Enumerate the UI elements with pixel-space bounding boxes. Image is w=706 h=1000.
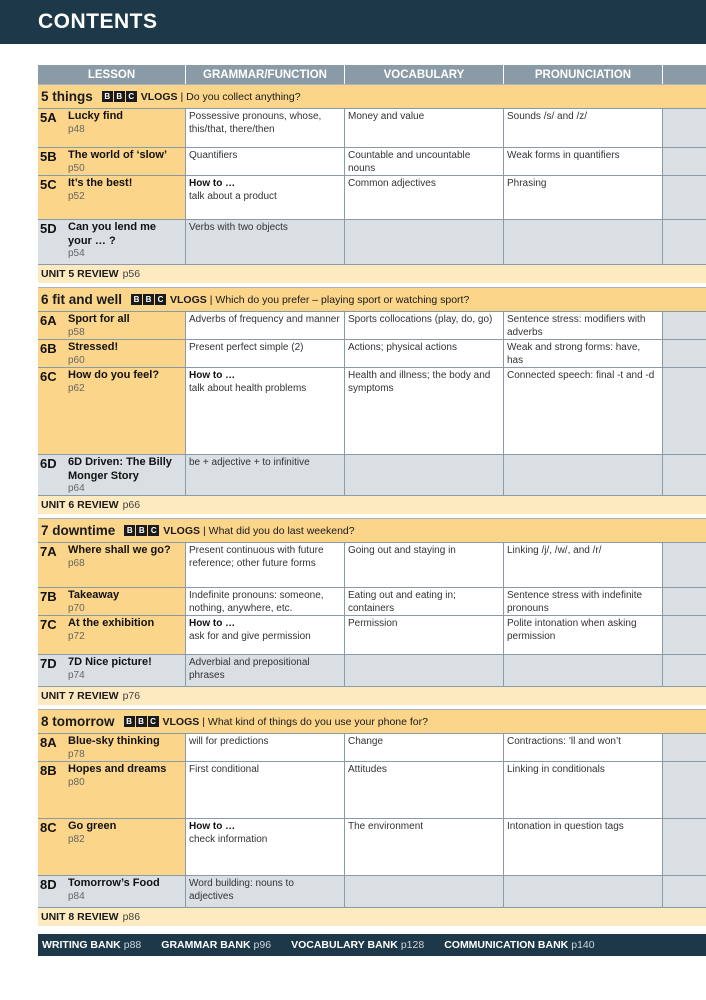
vlogs-label: VLOGS (163, 524, 201, 537)
pronunciation-cell (504, 655, 663, 686)
lesson-cell (38, 819, 186, 875)
review-label: UNIT 5 REVIEW (41, 268, 119, 280)
vocabulary-cell (345, 655, 504, 686)
blank-cell (663, 220, 706, 264)
pronunciation-cell (504, 876, 663, 907)
lesson-title: Lucky find (68, 110, 124, 122)
grammar-cell: Present perfect simple (2) (186, 340, 345, 367)
blank-cell (663, 109, 706, 147)
grammar-cell: be + adjective + to infinitive (186, 455, 345, 495)
vlogs-label: VLOGS (170, 293, 207, 306)
blank-cell (663, 819, 706, 875)
column-header-blank (663, 65, 706, 84)
lesson-page: p52 (68, 190, 85, 202)
lesson-cell (38, 176, 186, 219)
lesson-title: Where shall we go? (68, 544, 171, 556)
lesson-row (38, 818, 706, 875)
blank-cell (663, 876, 706, 907)
pronunciation-cell: Sounds /s/ and /z/ (504, 109, 663, 147)
how-to-label: How to … (189, 370, 236, 381)
lesson-page: p74 (68, 669, 85, 681)
grammar-cell: Present continuous with future reference; other future forms (186, 543, 345, 587)
header-bar (0, 0, 706, 44)
pronunciation-cell: Sentence stress: modifiers with adverbs (504, 312, 663, 339)
blank-cell (663, 455, 706, 495)
lesson-title: Hopes and dreams (68, 763, 167, 775)
pronunciation-cell: Sentence stress with indefinite pronouns (504, 588, 663, 615)
blank-cell (663, 148, 706, 175)
contents-table (38, 65, 706, 926)
lesson-page: p58 (68, 326, 85, 338)
lesson-code: 6A (40, 313, 57, 328)
lesson-cell (38, 312, 186, 339)
lesson-page: p60 (68, 354, 85, 366)
review-page: p56 (122, 268, 141, 280)
lesson-row (38, 147, 706, 175)
lesson-page: p82 (68, 833, 85, 845)
column-header-lesson: LESSON (38, 65, 186, 84)
lesson-page: p84 (68, 890, 85, 902)
vocabulary-cell: Countable and uncountable nouns (345, 148, 504, 175)
pronunciation-cell: Polite intonation when asking permission (504, 616, 663, 654)
lesson-cell (38, 340, 186, 367)
pronunciation-cell: Weak forms in quantifiers (504, 148, 663, 175)
lesson-row (38, 108, 706, 147)
page-title: CONTENTS (38, 10, 158, 33)
vocabulary-cell: Actions; physical actions (345, 340, 504, 367)
blank-cell (663, 588, 706, 615)
blank-cell (663, 543, 706, 587)
column-header-row (38, 65, 706, 84)
lesson-page: p48 (68, 123, 85, 135)
vlogs-question: | Do you collect anything? (180, 90, 301, 103)
pronunciation-cell: Weak and strong forms: have, has (504, 340, 663, 367)
grammar-cell: How to … ask for and give permission (186, 616, 345, 654)
blank-cell (663, 312, 706, 339)
lesson-row (38, 761, 706, 818)
pronunciation-cell: Linking in conditionals (504, 762, 663, 818)
grammar-cell: Indefinite pronouns: someone, nothing, anywhere, etc. (186, 588, 345, 615)
pronunciation-cell (504, 220, 663, 264)
pronunciation-cell: Phrasing (504, 176, 663, 219)
grammar-cell: First conditional (186, 762, 345, 818)
bbc-logo: B B C (131, 294, 166, 305)
how-to-label: How to … (189, 618, 236, 629)
grammar-cell: How to … talk about health problems (186, 368, 345, 454)
lesson-title: Go green (68, 820, 117, 832)
vocabulary-cell: Change (345, 734, 504, 761)
lesson-page: p64 (68, 483, 85, 494)
lesson-code: 7C (40, 617, 57, 632)
vocabulary-cell: Permission (345, 616, 504, 654)
vocabulary-cell (345, 876, 504, 907)
footer-bar (38, 934, 706, 956)
unit-review-row (38, 686, 706, 705)
lesson-title: Sport for all (68, 313, 130, 325)
lesson-code: 7D (40, 656, 57, 671)
bbc-logo: B B C (102, 91, 137, 102)
pronunciation-cell: Contractions: ’ll and won’t (504, 734, 663, 761)
unit-title: 6 fit and well (41, 292, 123, 307)
lesson-row (38, 367, 706, 454)
vlogs-question: | What did you do last weekend? (203, 524, 355, 537)
lesson-page: p78 (68, 748, 85, 760)
vocabulary-cell: The environment (345, 819, 504, 875)
column-header-vocabulary: VOCABULARY (345, 65, 504, 84)
vocabulary-cell: Health and illness; the body and symptoms (345, 368, 504, 454)
footer-bank-item: COMMUNICATION BANK p140 (444, 939, 595, 951)
lesson-code: 8D (40, 877, 57, 892)
lesson-title: Blue-sky thinking (68, 735, 160, 747)
unit-header (38, 709, 706, 733)
grammar-cell: Possessive pronouns, whose, this/that, there/then (186, 109, 345, 147)
lesson-code: 7B (40, 589, 57, 604)
unit-header (38, 287, 706, 311)
blank-cell (663, 762, 706, 818)
footer-bank-item: GRAMMAR BANK p96 (161, 939, 272, 951)
lesson-cell (38, 762, 186, 818)
lesson-cell (38, 148, 186, 175)
unit-header (38, 84, 706, 108)
vocabulary-cell: Sports collocations (play, do, go) (345, 312, 504, 339)
lesson-code: 8B (40, 763, 57, 778)
lesson-page: p50 (68, 162, 85, 174)
vocabulary-cell: Common adjectives (345, 176, 504, 219)
grammar-cell: Verbs with two objects (186, 220, 345, 264)
lesson-cell (38, 220, 186, 264)
vlogs-question: | What kind of things do you use your phone for? (202, 715, 428, 728)
lesson-title: Can you lend me your … ? (68, 221, 157, 247)
review-page: p76 (122, 690, 141, 702)
grammar-cell: Adverbial and prepositional phrases (186, 655, 345, 686)
bbc-logo: B B C (124, 716, 159, 727)
lesson-row (38, 654, 706, 686)
lesson-code: 7A (40, 544, 57, 559)
lesson-row (38, 587, 706, 615)
review-page: p66 (122, 499, 141, 511)
grammar-cell: will for predictions (186, 734, 345, 761)
units-container (38, 84, 706, 926)
how-to-label: How to … (189, 821, 236, 832)
vlogs-label: VLOGS (140, 90, 178, 103)
lesson-page: p54 (68, 248, 85, 259)
lesson-title: Tomorrow’s Food (68, 877, 160, 889)
lesson-title: At the exhibition (68, 617, 155, 629)
vocabulary-cell: Going out and staying in (345, 543, 504, 587)
grammar-cell: Adverbs of frequency and manner (186, 312, 345, 339)
lesson-cell (38, 734, 186, 761)
grammar-cell: Word building: nouns to adjectives (186, 876, 345, 907)
lesson-title: Stressed! (68, 341, 119, 353)
grammar-cell: How to … talk about a product (186, 176, 345, 219)
lesson-page: p62 (68, 382, 85, 394)
grammar-cell: Quantifiers (186, 148, 345, 175)
vocabulary-cell (345, 220, 504, 264)
unit-title: 8 tomorrow (41, 714, 115, 729)
blank-cell (663, 176, 706, 219)
lesson-cell (38, 455, 186, 495)
lesson-code: 6C (40, 369, 57, 384)
vocabulary-cell: Eating out and eating in; containers (345, 588, 504, 615)
pronunciation-cell: Intonation in question tags (504, 819, 663, 875)
lesson-cell (38, 616, 186, 654)
review-label: UNIT 6 REVIEW (41, 499, 119, 511)
lesson-code: 8A (40, 735, 57, 750)
lesson-title: It’s the best! (68, 177, 133, 189)
pronunciation-cell (504, 455, 663, 495)
blank-cell (663, 734, 706, 761)
lesson-title: 6D Driven: The Billy Monger Story (68, 456, 172, 482)
unit-review-row (38, 264, 706, 283)
pronunciation-cell: Connected speech: final -t and -d (504, 368, 663, 454)
review-label: UNIT 7 REVIEW (41, 690, 119, 702)
blank-cell (663, 655, 706, 686)
vocabulary-cell: Money and value (345, 109, 504, 147)
lesson-code: 5C (40, 177, 57, 192)
how-to-label: How to … (189, 178, 236, 189)
lesson-title: The world of ‘slow’ (68, 149, 167, 161)
vocabulary-cell (345, 455, 504, 495)
lesson-page: p70 (68, 602, 85, 614)
lesson-page: p68 (68, 557, 85, 569)
lesson-row (38, 615, 706, 654)
lesson-title: How do you feel? (68, 369, 160, 381)
blank-cell (663, 368, 706, 454)
lesson-code: 6B (40, 341, 57, 356)
review-label: UNIT 8 REVIEW (41, 911, 119, 923)
unit-review-row (38, 495, 706, 514)
lesson-code: 5D (40, 221, 57, 236)
lesson-cell (38, 876, 186, 907)
lesson-cell (38, 109, 186, 147)
lesson-cell (38, 655, 186, 686)
lesson-row (38, 875, 706, 907)
lesson-code: 5A (40, 110, 57, 125)
lesson-title: Takeaway (68, 589, 120, 601)
lesson-cell (38, 368, 186, 454)
lesson-row (38, 542, 706, 587)
column-header-grammar: GRAMMAR/FUNCTION (186, 65, 345, 84)
footer-bank-item: VOCABULARY BANK p128 (291, 939, 425, 951)
column-header-pronunciation: PRONUNCIATION (504, 65, 663, 84)
unit-title: 7 downtime (41, 523, 116, 538)
bbc-logo: B B C (124, 525, 159, 536)
lesson-row (38, 733, 706, 761)
blank-cell (663, 340, 706, 367)
vlogs-label: VLOGS (162, 715, 200, 728)
lesson-code: 6D (40, 456, 57, 471)
lesson-row (38, 219, 706, 264)
lesson-title: 7D Nice picture! (68, 656, 152, 668)
unit-header (38, 518, 706, 542)
unit-review-row (38, 907, 706, 926)
footer-bank-item: WRITING BANK p88 (42, 939, 142, 951)
grammar-cell: How to … check information (186, 819, 345, 875)
lesson-row (38, 454, 706, 495)
blank-cell (663, 616, 706, 654)
lesson-row (38, 175, 706, 219)
unit-title: 5 things (41, 89, 93, 104)
vlogs-question: | Which do you prefer – playing sport or watching sport? (209, 293, 470, 306)
lesson-page: p80 (68, 776, 85, 788)
lesson-row (38, 311, 706, 339)
review-page: p86 (122, 911, 141, 923)
vocabulary-cell: Attitudes (345, 762, 504, 818)
lesson-page: p72 (68, 630, 85, 642)
lesson-code: 5B (40, 149, 57, 164)
pronunciation-cell: Linking /j/, /w/, and /r/ (504, 543, 663, 587)
lesson-cell (38, 543, 186, 587)
lesson-row (38, 339, 706, 367)
lesson-cell (38, 588, 186, 615)
lesson-code: 8C (40, 820, 57, 835)
